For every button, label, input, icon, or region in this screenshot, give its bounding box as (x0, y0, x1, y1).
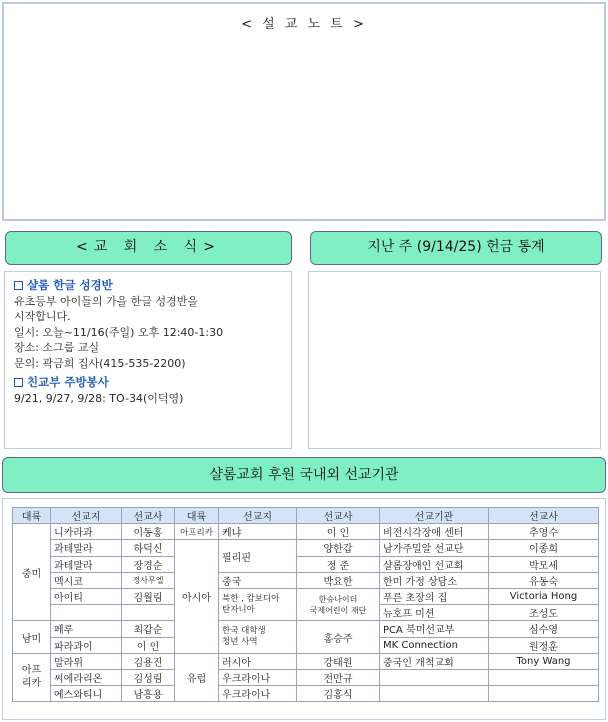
missionary-cell: 홍승주 (297, 621, 380, 653)
missions-table (12, 507, 599, 702)
missionary-cell: Victoria Hong (489, 588, 599, 604)
column-header: 대륙 (13, 508, 51, 524)
missionary-cell: 이 인 (297, 524, 380, 540)
field-cell: 씨에라리온 (51, 669, 122, 685)
org-cell: 남가주밀알 선교단 (380, 540, 489, 556)
field-cell: 과테말라 (51, 556, 122, 572)
missionary-cell: Tony Wang (489, 653, 599, 669)
sermon-notes-box (2, 2, 606, 221)
continent-cell: 아시아 (175, 540, 219, 653)
field-cell: 필리핀 (219, 540, 297, 572)
org-cell: PCA 북미선교부 (380, 621, 489, 637)
news-line: 문의: 곽금희 집사(415-535-2200) (14, 356, 186, 370)
table-row (13, 572, 599, 588)
field-cell: 우크라이나 (219, 669, 297, 685)
field-cell (51, 605, 122, 621)
continent-cell: 유럽 (175, 653, 219, 702)
news-line: 장소: 소그룹 교실 (14, 341, 100, 354)
offering-stats-box (308, 271, 601, 449)
field-cell: 말라위 (51, 653, 122, 669)
missionary-cell: 원정훈 (489, 637, 599, 653)
news-line: 일시: 오늘~11/16(주일) 오후 12:40-1:30 (14, 325, 224, 339)
table-row (13, 621, 599, 637)
missionary-cell: 강태원 (297, 653, 380, 669)
field-cell: 북한 , 캄보디아 탄자니아 (219, 588, 297, 620)
news-line: 유초등부 아이들의 가을 한글 성경반을 (14, 294, 199, 308)
org-cell: MK Connection (380, 637, 489, 653)
missionary-cell: 이 인 (122, 637, 175, 653)
field-cell: 러시아 (219, 653, 297, 669)
missionary-cell: 양한갑 (297, 540, 380, 556)
news-line: 9/21, 9/27, 9/28: TO-34(이덕영) (14, 391, 184, 405)
column-header: 선교지 (51, 508, 122, 524)
news-item-title: 친교부 주방봉사 (14, 375, 285, 391)
field-cell: 과테말라 (51, 540, 122, 556)
missionary-cell: 남흥용 (122, 686, 175, 702)
missionary-cell: 장경순 (122, 556, 175, 572)
field-cell: 페루 (51, 621, 122, 637)
field-cell: 한국 대학생 청년 사역 (219, 621, 297, 653)
column-header: 선교지 (219, 508, 297, 524)
missionary-cell: 심수영 (489, 621, 599, 637)
field-cell: 케냐 (219, 524, 297, 540)
missionary-cell: 하덕신 (122, 540, 175, 556)
field-cell: 우크라이나 (219, 686, 297, 702)
column-header: 선교사 (297, 508, 380, 524)
checkbox-square-icon (14, 281, 23, 290)
missionary-cell: 전만규 (297, 669, 380, 685)
field-cell: 아이티 (51, 588, 122, 604)
offering-stats-header: 지난 주 (9/14/25) 헌금 통계 (310, 231, 602, 265)
missionary-cell: 이동홍 (122, 524, 175, 540)
org-cell (380, 669, 489, 685)
column-header: 대륙 (175, 508, 219, 524)
missionary-cell (122, 605, 175, 621)
column-header: 선교사 (122, 508, 175, 524)
missionary-cell: 김용진 (122, 653, 175, 669)
missionary-cell: 한슈나이더 국제어린이 재단 (297, 588, 380, 620)
org-cell: 한미 가정 상담소 (380, 572, 489, 588)
missionary-cell: 박요한 (297, 572, 380, 588)
table-row (13, 653, 599, 669)
org-cell (380, 686, 489, 702)
news-line: 시작합니다. (14, 310, 71, 323)
continent-cell: 아프 리카 (13, 653, 51, 702)
field-cell: 중국 (219, 572, 297, 588)
missionary-cell: 김월림 (122, 588, 175, 604)
news-item-title: 샬롬 한글 성경반 (14, 278, 285, 294)
org-cell: 샬롬장애인 선교회 (380, 556, 489, 572)
field-cell: 파라과이 (51, 637, 122, 653)
missionary-cell: 유동숙 (489, 572, 599, 588)
missions-header: 샬롬교회 후원 국내외 선교기관 (2, 457, 606, 493)
column-header: 선교기관 (380, 508, 489, 524)
table-header-row (13, 508, 599, 524)
missionary-cell: 정 준 (297, 556, 380, 572)
missionary-cell: 조성도 (489, 605, 599, 621)
missionary-cell (489, 669, 599, 685)
column-header: 선교사 (489, 508, 599, 524)
church-news-header: <교 회 소 식> (5, 231, 292, 265)
field-cell: 니카라과 (51, 524, 122, 540)
table-row (13, 588, 599, 604)
table-row (13, 669, 599, 685)
table-row (13, 524, 599, 540)
missionary-cell: 추영수 (489, 524, 599, 540)
missionary-cell: 박모세 (489, 556, 599, 572)
org-cell: 중국인 개척교회 (380, 653, 489, 669)
table-row (13, 686, 599, 702)
checkbox-square-icon (14, 378, 23, 387)
missionary-cell: 김성림 (122, 669, 175, 685)
sermon-notes-title: < 설 교 노 트 > (241, 17, 367, 32)
org-cell: 비전시각장애 센터 (380, 524, 489, 540)
field-cell: 에스와티니 (51, 686, 122, 702)
missionary-cell: 김홍식 (297, 686, 380, 702)
continent-cell: 아프리카 (175, 524, 219, 540)
missionary-cell (489, 686, 599, 702)
church-news-box (4, 271, 292, 449)
table-row (13, 540, 599, 556)
missionary-cell: 최갑순 (122, 621, 175, 637)
missionary-cell: 이종희 (489, 540, 599, 556)
org-cell: 푸른 초장의 집 (380, 588, 489, 604)
continent-cell: 남미 (13, 621, 51, 653)
field-cell: 멕시코 (51, 572, 122, 588)
continent-cell: 중미 (13, 524, 51, 621)
org-cell: 뉴호프 미션 (380, 605, 489, 621)
table-row (13, 556, 599, 572)
missionary-cell: 정사무엘 (122, 572, 175, 588)
